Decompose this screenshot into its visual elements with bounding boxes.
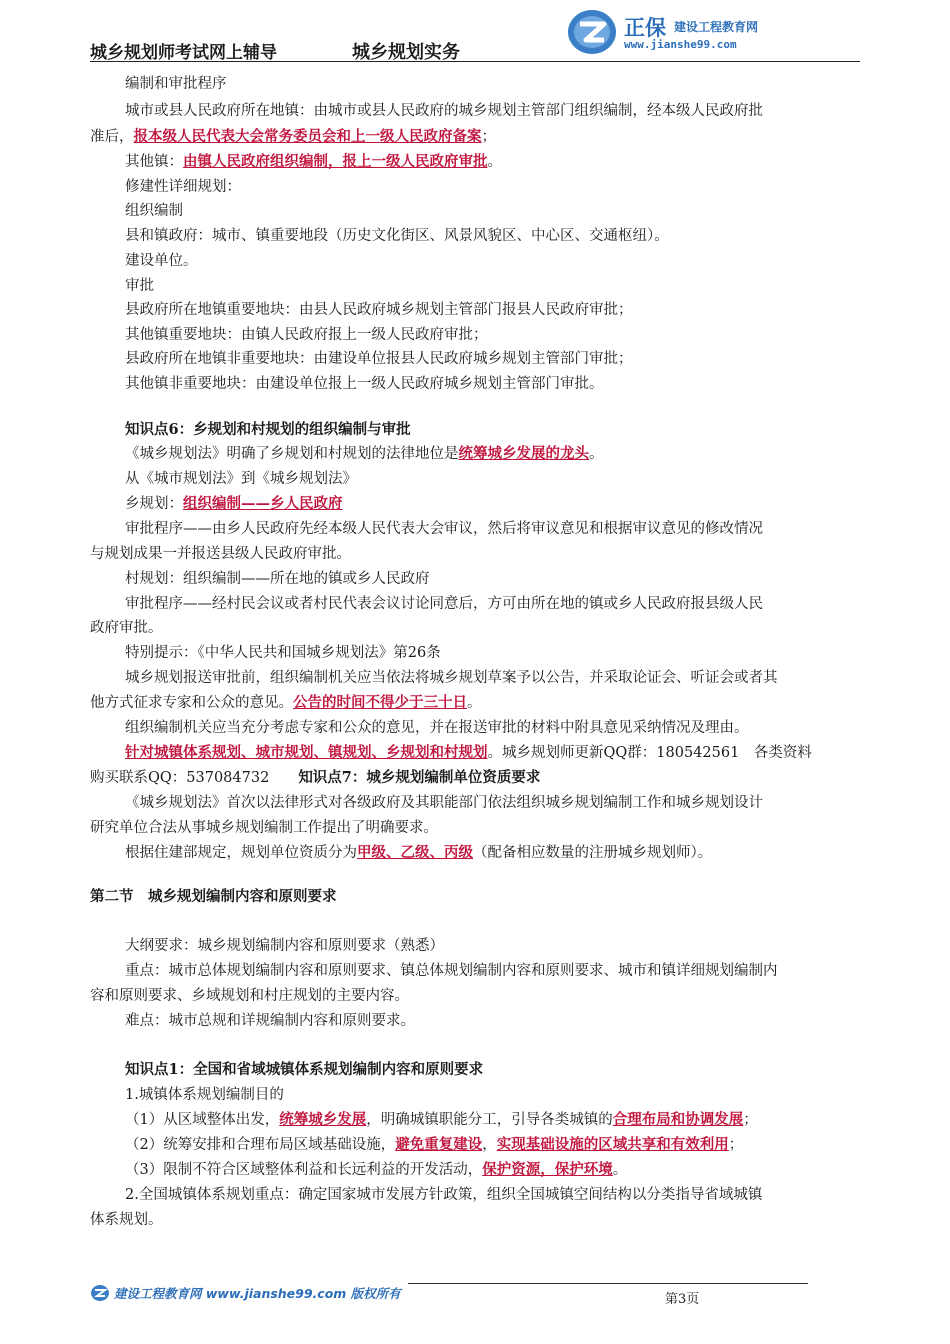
section-heading: 第二节 城乡规划编制内容和原则要求 <box>90 888 337 905</box>
text-line: 县政府所在地镇重要地块：由县人民政府城乡规划主管部门报县人民政府审批； <box>125 302 633 318</box>
text-line: 县政府所在地镇非重要地块：由建设单位报县人民政府城乡规划主管部门审批； <box>125 351 633 367</box>
header-course-title: 城乡规划师考试网上辅导 <box>90 43 277 63</box>
text-line: 组织编制 <box>125 203 183 219</box>
text-line <box>90 1110 900 1130</box>
text-line: 修建性详细规划： <box>125 179 241 195</box>
text-span: （2）统筹安排和合理布局区域基础设施， <box>125 1137 396 1153</box>
text-line <box>90 843 900 863</box>
text-line: 编制和审批程序 <box>125 76 227 92</box>
text-line: 审批程序——由乡人民政府先经本级人民代表大会审议，然后将审议意见和根据审议意见的修改情况 <box>125 521 763 537</box>
text-line <box>90 127 865 147</box>
highlight-text: 针对城镇体系规划、城市规划、镇规划、乡规划和村规划 <box>125 744 488 761</box>
text-line <box>90 1160 900 1180</box>
header-subject-title: 城乡规划实务 <box>352 42 460 63</box>
footer-copyright: 建设工程教育网 www.jianshe99.com 版权所有 <box>114 1286 401 1301</box>
text-span: 《城乡规划法》明确了乡规划和村规划的法律地位是 <box>125 446 459 462</box>
highlight-text: 由镇人民政府组织编制，报上一级人民政府审批 <box>183 153 488 170</box>
text-span: ； <box>481 129 496 145</box>
text-line: 特别提示：《中华人民共和国城乡规划法》第26条 <box>125 645 441 661</box>
text-line: 其他镇非重要地块：由建设单位报上一级人民政府城乡规划主管部门审批。 <box>125 376 604 392</box>
brand-logo-icon <box>566 8 618 56</box>
text-line: 体系规划。 <box>90 1212 163 1228</box>
highlight-text: 统筹城乡发展 <box>279 1111 367 1128</box>
highlight-text: 合理布局和协调发展 <box>612 1111 744 1128</box>
text-line: 政府审批。 <box>90 620 163 636</box>
text-span: ，明确城镇职能分工，引导各类城镇的 <box>366 1112 613 1128</box>
text-span: ； <box>728 1137 744 1153</box>
highlight-text: 甲级、乙级、丙级 <box>357 844 473 861</box>
text-line <box>90 743 900 763</box>
text-line: 1.城镇体系规划编制目的 <box>125 1087 284 1103</box>
text-span: 。 <box>589 446 604 462</box>
brand-name: 正保 <box>624 16 666 40</box>
text-span: 。 <box>487 154 502 170</box>
footer-logo-icon <box>90 1284 110 1302</box>
page-number: 第3页 <box>665 1292 700 1307</box>
text-line: 容和原则要求、乡域规划和村庄规划的主要内容。 <box>90 988 409 1004</box>
text-line: 与规划成果一并报送县级人民政府审批。 <box>90 546 351 562</box>
text-line: 其他镇重要地块：由镇人民政府报上一级人民政府审批； <box>125 327 488 343</box>
text-line: 2.全国城镇体系规划重点：确定国家城市发展方针政策，组织全国城镇空间结构以分类指导省域城镇 <box>125 1187 763 1203</box>
text-line <box>90 1135 900 1155</box>
highlight-text: 组织编制——乡人民政府 <box>183 495 343 512</box>
text-span: （1）从区域整体出发， <box>125 1112 280 1128</box>
header-divider <box>90 61 860 62</box>
knowledge-point-heading: 知识点6：乡规划和村规划的组织编制与审批 <box>125 421 411 438</box>
text-line <box>90 444 900 464</box>
page-header <box>90 0 860 62</box>
text-line: 村规划：组织编制——所在地的镇或乡人民政府 <box>125 571 430 587</box>
highlight-text: 保护资源，保护环境 <box>482 1161 613 1178</box>
highlight-text: 报本级人民代表大会常务委员会和上一级人民政府备案 <box>133 128 482 145</box>
text-span: （3）限制不符合区域整体利益和长远利益的开发活动， <box>125 1162 483 1178</box>
text-span: 其他镇： <box>125 154 183 170</box>
highlight-text: 实现基础设施的区域共享和有效利用 <box>496 1136 729 1153</box>
text-line: 组织编制机关应当充分考虑专家和公众的意见，并在报送审批的材料中附具意见采纳情况及理由。 <box>125 720 749 736</box>
page-footer <box>90 1278 860 1308</box>
knowledge-point-heading: 知识点1：全国和省域城镇体系规划编制内容和原则要求 <box>125 1061 484 1078</box>
text-line: 《城乡规划法》首次以法律形式对各级政府及其职能部门依法组织城乡规划编制工作和城乡规划设计 <box>125 795 763 811</box>
text-span: 他方式征求专家和公众的意见。 <box>90 695 293 711</box>
text-span: 。 <box>467 695 482 711</box>
text-span: 。 <box>612 1162 628 1178</box>
knowledge-point-heading: 知识点7：城乡规划编制单位资质要求 <box>298 769 541 786</box>
text-span: 准后， <box>90 129 134 145</box>
text-line: 县和镇政府：城市、镇重要地段（历史文化街区、风景风貌区、中心区、交通枢纽）。 <box>125 228 669 244</box>
text-line: 审批程序——经村民会议或者村民代表会议讨论同意后，方可由所在地的镇或乡人民政府报县级人民 <box>125 596 763 612</box>
footer-divider <box>408 1283 808 1284</box>
text-line: 研究单位合法从事城乡规划编制工作提出了明确要求。 <box>90 820 438 836</box>
text-line: 从《城市规划法》到《城乡规划法》 <box>125 471 357 487</box>
brand-subtitle: 建设工程教育网 <box>674 20 759 34</box>
text-span: ， <box>482 1137 497 1153</box>
text-span: 根据住建部规定，规划单位资质分为 <box>125 845 357 861</box>
text-line <box>90 152 900 172</box>
text-line <box>90 768 865 788</box>
brand-url: www.jianshe99.com <box>624 38 737 51</box>
text-span: ； <box>743 1112 758 1128</box>
text-span: 乡规划： <box>125 496 183 512</box>
highlight-text: 避免重复建设 <box>395 1136 483 1153</box>
highlight-text: 公告的时间不得少于三十日 <box>293 694 467 711</box>
text-line <box>90 494 900 514</box>
text-span: （配备相应数量的注册城乡规划师）。 <box>473 845 713 861</box>
text-line: 重点：城市总体规划编制内容和原则要求、镇总体规划编制内容和原则要求、城市和镇详细规划编制内 <box>125 963 778 979</box>
brand-logo <box>566 6 866 58</box>
text-line: 建设单位。 <box>125 253 198 269</box>
text-line: 城乡规划报送审批前，组织编制机关应当依法将城乡规划草案予以公告，并采取论证会、听证会或者其 <box>125 670 778 686</box>
text-line: 难点：城市总规和详规编制内容和原则要求。 <box>125 1013 415 1029</box>
highlight-text: 统筹城乡发展的龙头 <box>458 445 589 462</box>
text-line: 审批 <box>125 278 154 294</box>
text-line <box>90 693 865 713</box>
text-span: 购买联系QQ：537084732 <box>90 770 299 786</box>
text-span: 。城乡规划师更新QQ群：180542561 各类资料 <box>487 745 812 761</box>
text-line: 城市或县人民政府所在地镇：由城市或县人民政府的城乡规划主管部门组织编制，经本级人民政府批 <box>125 103 763 119</box>
text-line: 大纲要求：城乡规划编制内容和原则要求（熟悉） <box>125 938 444 954</box>
